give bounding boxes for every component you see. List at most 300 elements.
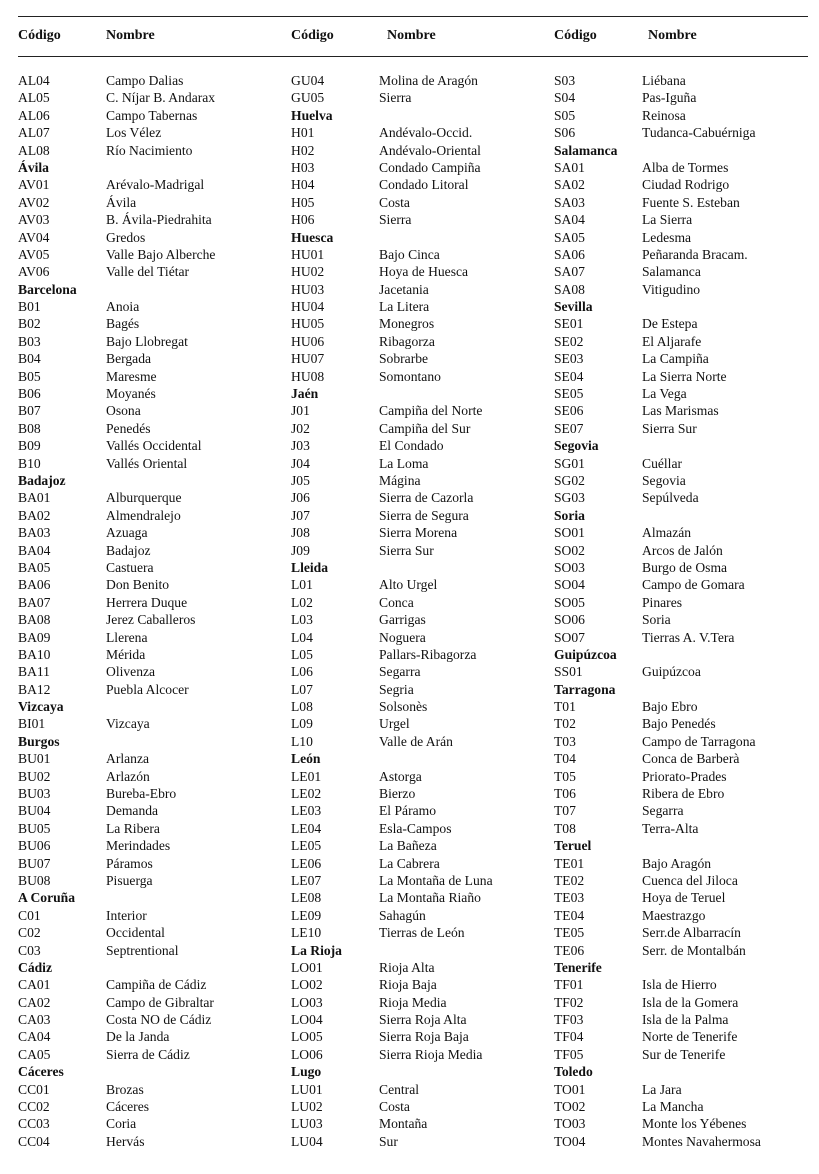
- table-row: [554, 698, 819, 715]
- row-name: Bagés: [106, 316, 140, 332]
- province-name: A Coruña: [18, 890, 76, 906]
- row-code: B10: [18, 455, 41, 471]
- table-row: [18, 768, 283, 785]
- row-code: L05: [291, 646, 313, 662]
- row-name: Sierra Sur: [642, 420, 697, 436]
- table-row: [291, 142, 556, 159]
- province-name: Burgos: [18, 733, 60, 749]
- row-code: BA02: [18, 507, 51, 523]
- table-row: [291, 855, 556, 872]
- row-code: BA03: [18, 525, 51, 541]
- row-code: CC03: [18, 1116, 50, 1132]
- row-code: J04: [291, 455, 310, 471]
- province-heading: [18, 733, 283, 750]
- table-row: [291, 211, 556, 228]
- row-code: BA11: [18, 664, 50, 680]
- row-name: Bajo Ebro: [642, 699, 698, 715]
- row-name: Tudanca-Cabuérniga: [642, 125, 756, 141]
- province-name: Sevilla: [554, 299, 593, 315]
- row-name: Sur de Tenerife: [642, 1046, 726, 1062]
- table-row: [554, 802, 819, 819]
- province-name: Huesca: [291, 229, 334, 245]
- row-code: H03: [291, 159, 315, 175]
- table-row: [18, 629, 283, 646]
- row-code: BU06: [18, 838, 51, 854]
- row-code: BA01: [18, 490, 51, 506]
- row-name: Campo Tabernas: [106, 107, 198, 123]
- row-code: J08: [291, 525, 310, 541]
- province-heading: [554, 681, 819, 698]
- table-row: [291, 768, 556, 785]
- row-code: TF02: [554, 994, 584, 1010]
- table-row: [554, 542, 819, 559]
- row-name: Septrentional: [106, 942, 179, 958]
- province-heading: [18, 889, 283, 906]
- row-name: Valle Bajo Alberche: [106, 246, 216, 262]
- row-name: La Jara: [642, 1081, 682, 1097]
- table-row: [291, 698, 556, 715]
- row-code: TF04: [554, 1029, 584, 1045]
- province-name: Ávila: [18, 159, 49, 175]
- table-row: [291, 576, 556, 593]
- row-name: La Campiña: [642, 351, 709, 367]
- row-code: BU04: [18, 803, 51, 819]
- row-code: TE06: [554, 942, 585, 958]
- row-name: Moyanés: [106, 386, 156, 402]
- table-row: [291, 1133, 556, 1150]
- table-row: [554, 229, 819, 246]
- row-name: Páramos: [106, 855, 153, 871]
- row-name: Bajo Cinca: [379, 246, 440, 262]
- row-code: AV01: [18, 177, 50, 193]
- province-heading: [18, 281, 283, 298]
- row-name: Azuaga: [106, 525, 148, 541]
- row-name: Bureba-Ebro: [106, 786, 177, 802]
- row-code: AV02: [18, 194, 50, 210]
- table-row: [291, 715, 556, 732]
- table-row: [18, 263, 283, 280]
- row-name: La Cabrera: [379, 855, 440, 871]
- row-name: Olivenza: [106, 664, 156, 680]
- row-name: Liébana: [642, 73, 686, 88]
- row-code: J02: [291, 420, 310, 436]
- table-row: [554, 489, 819, 506]
- table-row: [18, 750, 283, 767]
- row-code: J05: [291, 472, 310, 488]
- table-row: [554, 976, 819, 993]
- row-code: SA03: [554, 194, 585, 210]
- row-name: Isla de Hierro: [642, 977, 717, 993]
- row-code: BU01: [18, 751, 51, 767]
- row-name: Vizcaya: [106, 716, 150, 732]
- table-row: [18, 663, 283, 680]
- row-code: H02: [291, 142, 315, 158]
- header-rule: [18, 56, 808, 57]
- table-row: [291, 1098, 556, 1115]
- row-name: Campiña de Cádiz: [106, 977, 207, 993]
- table-row: [18, 559, 283, 576]
- row-name: Condado Campiña: [379, 159, 481, 175]
- row-name: Arévalo-Madrigal: [106, 177, 205, 193]
- province-name: Vizcaya: [18, 699, 64, 715]
- row-name: Segarra: [379, 664, 421, 680]
- row-code: SO07: [554, 629, 585, 645]
- row-code: TF01: [554, 977, 584, 993]
- row-name: Garrigas: [379, 612, 426, 628]
- table-row: [291, 472, 556, 489]
- row-name: Herrera Duque: [106, 594, 188, 610]
- row-code: L07: [291, 681, 313, 697]
- row-code: J09: [291, 542, 310, 558]
- row-name: La Loma: [379, 455, 429, 471]
- row-name: Don Benito: [106, 577, 170, 593]
- row-code: BU05: [18, 820, 51, 836]
- table-row: [18, 942, 283, 959]
- table-row: [18, 298, 283, 315]
- table-row: [291, 837, 556, 854]
- table-row: [554, 768, 819, 785]
- row-name: De Estepa: [642, 316, 698, 332]
- row-name: Vitigudino: [642, 281, 701, 297]
- row-name: Bergada: [106, 351, 152, 367]
- table-row: [18, 1115, 283, 1132]
- row-code: TE05: [554, 925, 585, 941]
- row-code: SO06: [554, 612, 585, 628]
- row-code: LO05: [291, 1029, 323, 1045]
- row-code: TO02: [554, 1099, 586, 1115]
- province-heading: [554, 298, 819, 315]
- row-name: Somontano: [379, 368, 441, 384]
- province-heading: [554, 1063, 819, 1080]
- row-name: Astorga: [379, 768, 422, 784]
- row-code: HU01: [291, 246, 325, 262]
- table-row: [18, 1028, 283, 1045]
- table-row: [18, 646, 283, 663]
- row-code: LO02: [291, 977, 323, 993]
- row-code: SG03: [554, 490, 585, 506]
- row-code: SE03: [554, 351, 584, 367]
- row-code: LO06: [291, 1046, 323, 1062]
- row-code: AL04: [18, 73, 50, 88]
- row-name: Ribera de Ebro: [642, 786, 725, 802]
- row-code: L08: [291, 699, 313, 715]
- row-code: SE02: [554, 333, 584, 349]
- row-name: De la Janda: [106, 1029, 170, 1045]
- table-row: [554, 194, 819, 211]
- row-name: Rioja Media: [379, 994, 447, 1010]
- row-name: Campo de Tarragona: [642, 733, 756, 749]
- table-row: [291, 420, 556, 437]
- table-row: [554, 263, 819, 280]
- row-name: Terra-Alta: [642, 820, 699, 836]
- row-code: BU02: [18, 768, 51, 784]
- row-name: Bajo Aragón: [642, 855, 712, 871]
- table-row: [554, 89, 819, 106]
- province-name: La Rioja: [291, 942, 342, 958]
- row-name: Arlazón: [106, 768, 150, 784]
- row-name: El Condado: [379, 438, 444, 454]
- row-name: Mérida: [106, 646, 146, 662]
- row-name: Costa: [379, 1099, 410, 1115]
- table-row: [554, 1011, 819, 1028]
- row-name: Rioja Alta: [379, 959, 435, 975]
- row-code: CA01: [18, 977, 51, 993]
- row-name: Sierra Morena: [379, 525, 458, 541]
- row-code: SA01: [554, 159, 585, 175]
- row-name: Isla de la Palma: [642, 1012, 729, 1028]
- table-row: [291, 976, 556, 993]
- row-name: Isla de la Gomera: [642, 994, 739, 1010]
- row-code: SE05: [554, 386, 584, 402]
- table-row: [18, 872, 283, 889]
- row-name: Bajo Llobregat: [106, 333, 188, 349]
- row-code: S03: [554, 73, 576, 88]
- row-code: B05: [18, 368, 41, 384]
- row-code: AL08: [18, 142, 50, 158]
- row-name: Costa NO de Cádiz: [106, 1012, 212, 1028]
- table-row: [554, 455, 819, 472]
- table-row: [554, 472, 819, 489]
- row-code: AV06: [18, 264, 50, 280]
- province-heading: [554, 959, 819, 976]
- row-name: Reinosa: [642, 107, 686, 123]
- row-name: Ciudad Rodrigo: [642, 177, 730, 193]
- table-row: [554, 246, 819, 263]
- row-code: LE01: [291, 768, 322, 784]
- table-row: [18, 542, 283, 559]
- table-row: [554, 594, 819, 611]
- row-code: H04: [291, 177, 315, 193]
- table-row: [18, 315, 283, 332]
- row-code: SG02: [554, 472, 585, 488]
- row-code: HU07: [291, 351, 325, 367]
- row-name: Sierra de Segura: [379, 507, 469, 523]
- row-code: B07: [18, 403, 41, 419]
- table-row: [554, 107, 819, 124]
- row-code: B02: [18, 316, 41, 332]
- table-row: [18, 837, 283, 854]
- row-name: Castuera: [106, 559, 154, 575]
- row-code: LU03: [291, 1116, 323, 1132]
- table-row: [291, 802, 556, 819]
- table-column-3: [554, 72, 819, 1150]
- row-code: LO04: [291, 1012, 323, 1028]
- table-row: [554, 1115, 819, 1132]
- row-name: Tierras de León: [379, 925, 465, 941]
- table-header: [18, 28, 808, 50]
- row-name: Condado Litoral: [379, 177, 469, 193]
- row-code: SA07: [554, 264, 585, 280]
- row-code: T02: [554, 716, 576, 732]
- row-code: TF03: [554, 1012, 584, 1028]
- row-name: Serr. de Montalbán: [642, 942, 746, 958]
- table-row: [554, 733, 819, 750]
- row-code: C01: [18, 907, 41, 923]
- row-code: J01: [291, 403, 310, 419]
- row-code: HU08: [291, 368, 325, 384]
- row-code: H01: [291, 125, 315, 141]
- row-name: Almazán: [642, 525, 692, 541]
- row-name: Cáceres: [106, 1099, 150, 1115]
- table-row: [554, 576, 819, 593]
- table-row: [554, 855, 819, 872]
- row-code: LU02: [291, 1099, 323, 1115]
- table-row: [291, 507, 556, 524]
- table-row: [291, 820, 556, 837]
- row-code: J06: [291, 490, 310, 506]
- row-name: Serr.de Albarracín: [642, 925, 741, 941]
- table-row: [291, 629, 556, 646]
- row-name: B. Ávila-Piedrahita: [106, 212, 212, 228]
- row-code: SO05: [554, 594, 585, 610]
- row-code: LE07: [291, 872, 322, 888]
- province-heading: [554, 646, 819, 663]
- row-name: Osona: [106, 403, 141, 419]
- table-row: [18, 72, 283, 89]
- row-name: Soria: [642, 612, 671, 628]
- province-heading: [554, 837, 819, 854]
- table-row: [18, 907, 283, 924]
- header-code-2: Código: [291, 28, 334, 43]
- table-row: [554, 524, 819, 541]
- province-heading: [554, 142, 819, 159]
- table-row: [291, 872, 556, 889]
- table-row: [18, 594, 283, 611]
- row-code: CA02: [18, 994, 51, 1010]
- row-code: BA09: [18, 629, 51, 645]
- province-heading: [18, 472, 283, 489]
- row-name: Alburquerque: [106, 490, 182, 506]
- province-heading: [291, 107, 556, 124]
- row-code: BU03: [18, 786, 51, 802]
- table-row: [554, 629, 819, 646]
- province-name: Soria: [554, 507, 585, 523]
- row-code: SO01: [554, 525, 585, 541]
- row-code: L09: [291, 716, 313, 732]
- row-code: HU06: [291, 333, 325, 349]
- row-name: Sierra Roja Alta: [379, 1012, 467, 1028]
- table-row: [554, 281, 819, 298]
- table-column-1: [18, 72, 283, 1150]
- row-name: Alba de Tormes: [642, 159, 729, 175]
- table-row: [18, 1133, 283, 1150]
- header-code-3: Código: [554, 28, 597, 43]
- row-name: Maresme: [106, 368, 157, 384]
- row-name: Sierra de Cazorla: [379, 490, 474, 506]
- row-code: BA05: [18, 559, 51, 575]
- province-heading: [291, 559, 556, 576]
- row-code: CC01: [18, 1081, 50, 1097]
- row-code: SE04: [554, 368, 584, 384]
- table-row: [554, 924, 819, 941]
- table-row: [554, 1046, 819, 1063]
- row-name: Urgel: [379, 716, 410, 732]
- row-code: T08: [554, 820, 576, 836]
- row-code: B01: [18, 299, 41, 315]
- row-code: SE07: [554, 420, 584, 436]
- row-name: La Ribera: [106, 820, 160, 836]
- table-row: [18, 507, 283, 524]
- table-row: [554, 420, 819, 437]
- table-row: [18, 576, 283, 593]
- row-code: TO01: [554, 1081, 586, 1097]
- table-row: [554, 994, 819, 1011]
- row-code: S04: [554, 90, 576, 106]
- row-code: S06: [554, 125, 576, 141]
- row-name: Badajoz: [106, 542, 151, 558]
- table-row: [554, 402, 819, 419]
- row-code: CC04: [18, 1133, 50, 1149]
- table-row: [554, 907, 819, 924]
- table-row: [291, 733, 556, 750]
- province-name: Segovia: [554, 438, 599, 454]
- table-row: [18, 994, 283, 1011]
- row-name: La Bañeza: [379, 838, 437, 854]
- row-name: Esla-Campos: [379, 820, 452, 836]
- row-code: LO03: [291, 994, 323, 1010]
- table-row: [18, 124, 283, 141]
- table-row: [291, 298, 556, 315]
- row-code: BA06: [18, 577, 51, 593]
- row-name: Campiña del Sur: [379, 420, 471, 436]
- table-row: [554, 611, 819, 628]
- row-name: Monte los Yébenes: [642, 1116, 747, 1132]
- row-code: LE05: [291, 838, 322, 854]
- row-name: Penedés: [106, 420, 151, 436]
- row-name: Peñaranda Bracam.: [642, 246, 748, 262]
- row-name: La Sierra Norte: [642, 368, 727, 384]
- province-heading: [18, 959, 283, 976]
- row-code: T04: [554, 751, 576, 767]
- top-rule: [18, 16, 808, 17]
- row-code: LE06: [291, 855, 322, 871]
- row-code: SE06: [554, 403, 584, 419]
- row-code: TE04: [554, 907, 585, 923]
- row-code: SG01: [554, 455, 585, 471]
- row-code: TO03: [554, 1116, 586, 1132]
- table-row: [291, 663, 556, 680]
- table-row: [291, 646, 556, 663]
- table-row: [554, 559, 819, 576]
- row-code: BU08: [18, 872, 51, 888]
- table-row: [291, 1011, 556, 1028]
- row-name: Cuenca del Jiloca: [642, 872, 738, 888]
- row-name: Burgo de Osma: [642, 559, 728, 575]
- row-code: AL07: [18, 125, 50, 141]
- row-code: L03: [291, 612, 313, 628]
- table-row: [554, 159, 819, 176]
- table-row: [18, 176, 283, 193]
- row-name: Almendralejo: [106, 507, 181, 523]
- row-name: Ávila: [106, 194, 137, 210]
- table-row: [18, 489, 283, 506]
- province-heading: [291, 1063, 556, 1080]
- row-code: SA05: [554, 229, 585, 245]
- table-row: [291, 368, 556, 385]
- row-code: T07: [554, 803, 576, 819]
- row-code: BI01: [18, 716, 46, 732]
- province-name: Jaén: [291, 386, 319, 402]
- row-name: La Montaña Riaño: [379, 890, 481, 906]
- row-code: AV05: [18, 246, 50, 262]
- table-row: [18, 385, 283, 402]
- row-code: CA03: [18, 1012, 51, 1028]
- row-name: Pisuerga: [106, 872, 153, 888]
- row-name: Hervás: [106, 1133, 145, 1149]
- province-heading: [554, 437, 819, 454]
- table-row: [18, 924, 283, 941]
- row-name: El Aljarafe: [642, 333, 702, 349]
